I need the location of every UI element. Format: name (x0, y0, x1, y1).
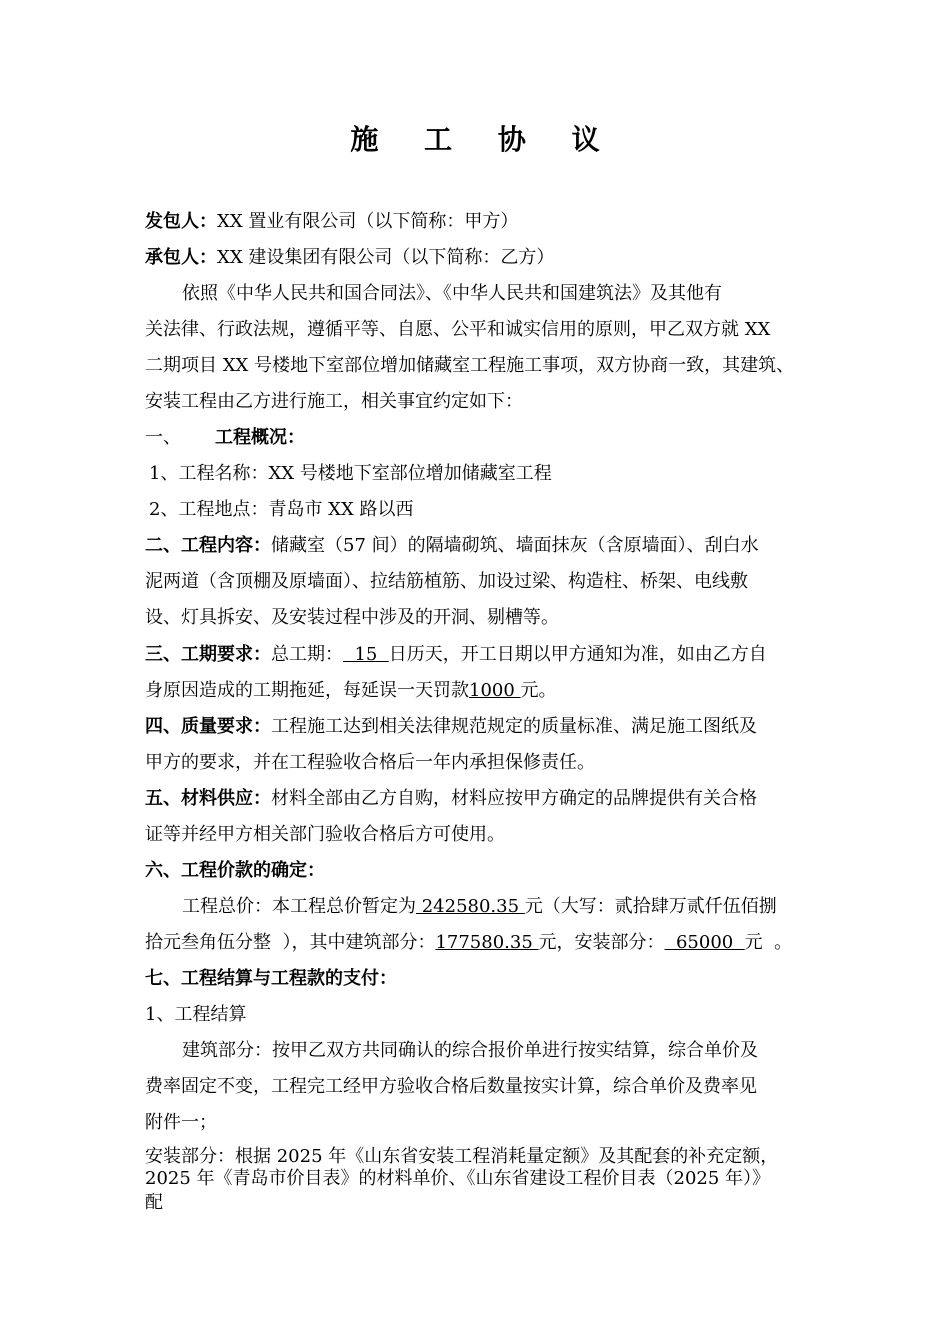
building-settlement-line-1: 建筑部分：按甲乙双方共同确认的综合报价单进行按实结算，综合单价及 (182, 1040, 758, 1061)
section-5-label: 五、材料供应： (145, 788, 271, 809)
intro-line-4: 安装工程由乙方进行施工，相关事宜约定如下： (145, 391, 523, 412)
section-1-title: 工程概况： (215, 427, 305, 448)
section-6-title: 六、工程价款的确定： (145, 860, 325, 881)
contractor-label: 承包人： (145, 247, 217, 268)
section-1-number: 一、 (145, 427, 181, 448)
section-3-text-c: 身原因造成的工期拖延，每延误一天罚款 (145, 680, 469, 701)
install-settlement-line-3: 配 (145, 1192, 163, 1213)
section-4-line-2: 甲方的要求，并在工程验收合格后一年内承担保修责任。 (145, 752, 595, 773)
employer-value: XX 置业有限公司（以下简称：甲方） (217, 211, 519, 232)
section-3-text-a: 总工期： (271, 644, 343, 665)
section-7-subtitle-1: 1、工程结算 (145, 1004, 247, 1025)
section-4-label: 四、质量要求： (145, 716, 271, 737)
section-4-text: 工程施工达到相关法律规范规定的质量标准、满足施工图纸及 (271, 716, 757, 737)
building-price-value: 177580.35 (435, 932, 539, 953)
section-2-text: 储藏室（57 间）的隔墙砌筑、墙面抹灰（含原墙面）、刮白水 (271, 535, 759, 556)
install-price-value: 65000 (664, 932, 745, 953)
project-location-line: 2、工程地点：青岛市 XX 路以西 (149, 499, 414, 520)
section-3-text-b: 日历天，开工日期以甲方通知为准，如由乙方自 (388, 644, 767, 665)
section-3-label: 三、工期要求： (145, 644, 271, 665)
section-2-line-2: 泥两道（含顶棚及原墙面）、拉结筋植筋、加设过梁、构造柱、桥架、电线敷 (145, 571, 748, 592)
section-2-label: 二、工程内容： (145, 535, 271, 556)
section-3-line-2 (145, 679, 557, 703)
section-4-line-1 (145, 715, 757, 739)
document-title: 施 工 协 议 (350, 123, 618, 156)
section-2-line-1 (145, 534, 759, 558)
building-settlement-line-2: 费率固定不变，工程完工经甲方验收合格后数量按实计算，综合单价及费率见 (145, 1076, 757, 1097)
employer-line (145, 210, 518, 234)
intro-line-1: 依照《中华人民共和国合同法》、《中华人民共和国建筑法》及其他有 (182, 283, 722, 304)
section-2-line-3: 设、灯具拆安、及安装过程中涉及的开洞、剔槽等。 (145, 607, 559, 628)
section-5-line-2: 证等并经甲方相关部门验收合格后方可使用。 (145, 824, 505, 845)
intro-line-3: 二期项目 XX 号楼地下室部位增加储藏室工程施工事项，双方协商一致，其建筑、 (145, 355, 795, 376)
section-7-title: 七、工程结算与工程款的支付： (145, 968, 397, 989)
total-price-label: 工程总价：本工程总价暂定为 (182, 896, 416, 917)
section-1-heading (145, 426, 305, 450)
section-3-line-1 (145, 643, 767, 667)
section-5-line-1 (145, 787, 757, 811)
section-3-text-d: 元。 (520, 680, 557, 701)
building-settlement-line-3: 附件一； (145, 1112, 217, 1133)
section-6-line-2 (145, 931, 792, 955)
delay-fine: 1000 (469, 680, 521, 701)
contractor-value: XX 建设集团有限公司（以下简称：乙方） (217, 247, 555, 268)
duration-days: 15 (343, 644, 389, 665)
install-settlement-line-2: 2025 年《青岛市价目表》的材料单价、《山东省建设工程价目表（2025 年）》 (145, 1168, 771, 1189)
amount-words-end: 拾元叁角伍分整 ），其中建筑部分： (145, 932, 436, 953)
intro-line-2: 关法律、行政法规，遵循平等、自愿、公平和诚实信用的原则，甲乙双方就 XX (145, 319, 771, 340)
install-settlement-line-1: 安装部分：根据 2025 年《山东省安装工程消耗量定额》及其配套的补充定额， (145, 1146, 779, 1167)
install-price-unit: 元 。 (744, 932, 793, 953)
section-5-text: 材料全部由乙方自购，材料应按甲方确定的品牌提供有关合格 (271, 788, 757, 809)
total-price-value: 242580.35 (416, 896, 525, 917)
section-6-line-1 (182, 895, 777, 919)
total-price-text: 元（大写：贰拾肆万贰仟伍佰捌 (524, 896, 777, 917)
project-name-line: 1、工程名称：XX 号楼地下室部位增加储藏室工程 (149, 463, 552, 484)
contractor-line (145, 246, 554, 270)
install-label: 元，安装部分： (538, 932, 665, 953)
employer-label: 发包人： (145, 211, 217, 232)
